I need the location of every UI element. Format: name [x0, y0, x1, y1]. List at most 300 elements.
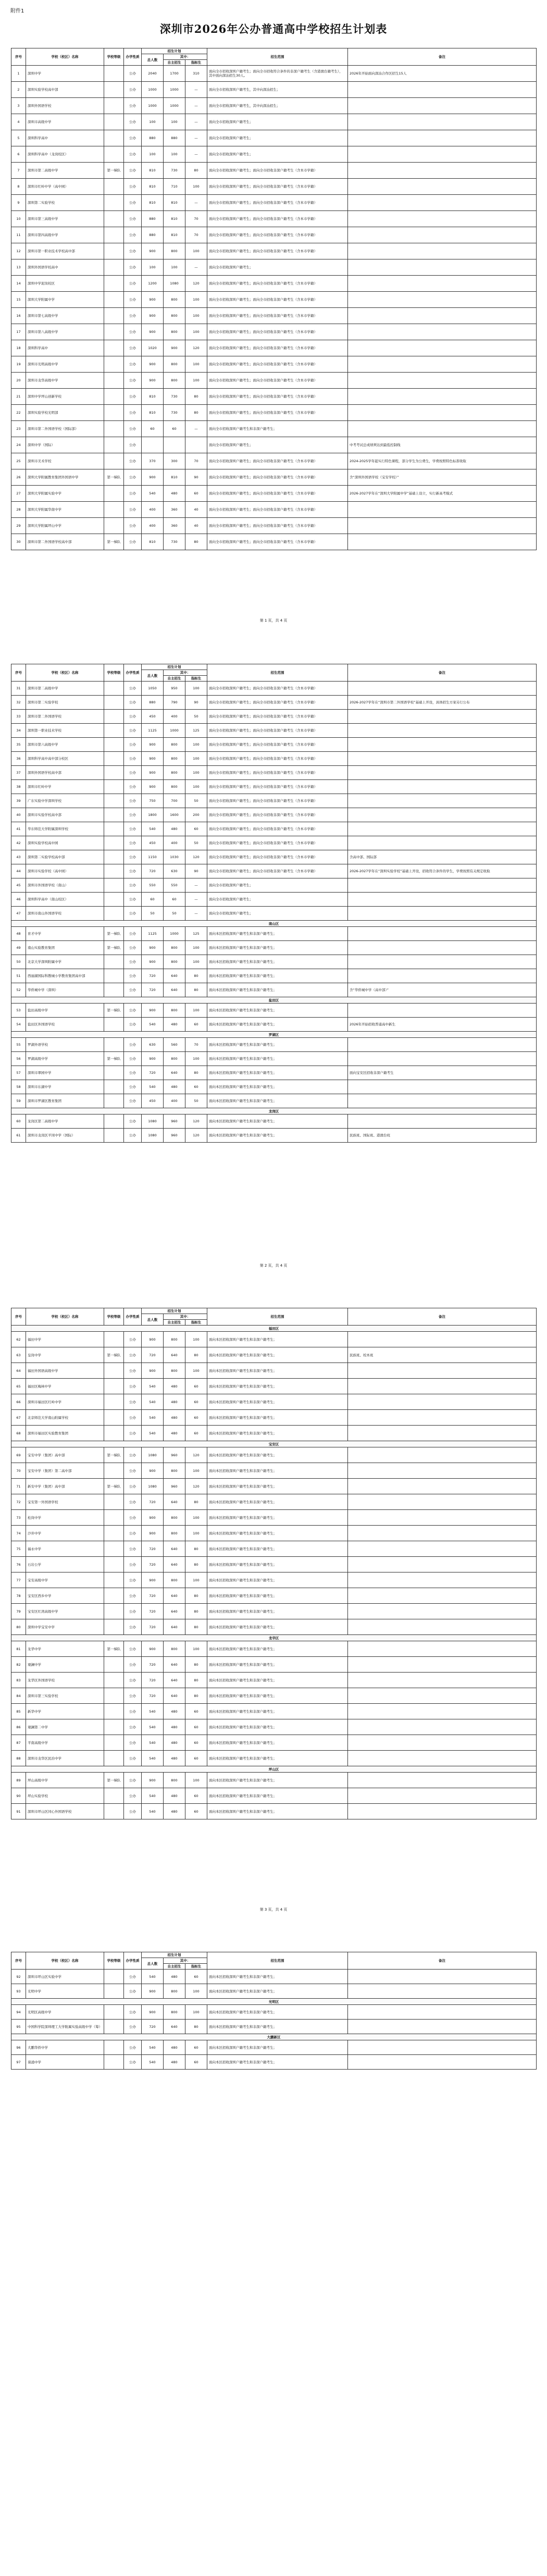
table-row	[11, 1463, 537, 1479]
school-type: 公办	[124, 211, 142, 227]
enrollment-scope: 面向全市招收深圳户籍考生；面向全市招收非深户籍考生（含本市学籍）	[207, 211, 348, 227]
total-count: 810	[142, 534, 164, 550]
table-row	[11, 2055, 537, 2070]
table-row	[11, 780, 537, 794]
school-name: 深圳市福田区红岭中学	[26, 1394, 104, 1410]
table-row	[11, 850, 537, 864]
enrollment-scope: 面向本区招收深圳户籍考生和非深户籍考生；	[207, 1094, 348, 1108]
enrollment-scope: 面向全市招收深圳户籍考生；	[207, 907, 348, 921]
self-count: 1000	[164, 98, 185, 114]
total-count: 1000	[142, 98, 164, 114]
table-row	[11, 421, 537, 437]
row-number: 23	[11, 421, 26, 437]
row-number: 31	[11, 682, 26, 696]
remark	[348, 2020, 537, 2034]
remark	[348, 893, 537, 907]
school-name: 深圳市第二实验学校	[26, 696, 104, 710]
remark	[348, 163, 537, 179]
school-level: 第一梯队	[104, 469, 124, 486]
remark	[348, 738, 537, 752]
self-count: 480	[164, 1735, 185, 1751]
school-type: 公办	[124, 1541, 142, 1557]
school-name: 龙华区外国语学校	[26, 1673, 104, 1688]
self-count: 480	[164, 1018, 185, 1032]
table-row	[11, 878, 537, 893]
header-self: 自主招生	[164, 676, 185, 682]
remark	[348, 1038, 537, 1052]
self-count: 730	[164, 389, 185, 405]
school-level	[104, 373, 124, 389]
section-row	[11, 921, 537, 927]
remark	[348, 1619, 537, 1635]
remark	[348, 259, 537, 276]
self-count: 800	[164, 752, 185, 766]
remark	[348, 1094, 537, 1108]
table-row	[11, 276, 537, 292]
school-type: 公办	[124, 2005, 142, 2020]
self-count: 810	[164, 211, 185, 227]
school-name: 深圳市第二高级中学	[26, 163, 104, 179]
section-label: 盐田区	[11, 997, 537, 1004]
school-type: 公办	[124, 696, 142, 710]
row-number: 13	[11, 259, 26, 276]
remark	[348, 1479, 537, 1494]
total-count: 2040	[142, 66, 164, 82]
school-name: 深圳第二实验学校	[26, 195, 104, 211]
quota-count: 60	[185, 2040, 207, 2055]
total-count: 1000	[142, 82, 164, 98]
quota-count: 100	[185, 941, 207, 955]
school-type: 公办	[124, 1018, 142, 1032]
school-level: 第一梯队	[104, 927, 124, 941]
header-total: 总人数	[142, 1314, 164, 1326]
row-number: 73	[11, 1510, 26, 1526]
row-number: 16	[11, 308, 26, 324]
enrollment-scope: 面向全市招收深圳户籍考生；	[207, 114, 348, 130]
table-row	[11, 1804, 537, 1819]
school-name: 深圳市高级中学	[26, 114, 104, 130]
school-level	[104, 308, 124, 324]
table-row	[11, 227, 537, 243]
header-total: 总人数	[142, 1958, 164, 1970]
school-level	[104, 1332, 124, 1347]
remark	[348, 1080, 537, 1094]
school-level	[104, 738, 124, 752]
enrollment-scope: 面向全市招收深圳户籍考生；面向全市招收非深户籍考生（含本市学籍）	[207, 710, 348, 724]
total-count: 1080	[142, 1447, 164, 1463]
table-row	[11, 2040, 537, 2055]
quota-count: 100	[185, 2005, 207, 2020]
self-count: 640	[164, 1541, 185, 1557]
quota-count: 80	[185, 969, 207, 983]
self-count: 560	[164, 1038, 185, 1052]
quota-count: 60	[185, 1394, 207, 1410]
row-number: 35	[11, 738, 26, 752]
row-number: 63	[11, 1347, 26, 1363]
school-type: 公办	[124, 1984, 142, 1999]
quota-count: 80	[185, 2020, 207, 2034]
school-type: 公办	[124, 1426, 142, 1441]
school-level	[104, 1788, 124, 1804]
quota-count: 125	[185, 927, 207, 941]
table-row	[11, 941, 537, 955]
self-count: 300	[164, 453, 185, 469]
total-count: 1050	[142, 682, 164, 696]
self-count: 950	[164, 682, 185, 696]
header-own-group: 其中：	[164, 670, 207, 676]
total-count: 720	[142, 983, 164, 997]
school-type: 公办	[124, 308, 142, 324]
school-type: 公办	[124, 179, 142, 195]
school-type: 公办	[124, 1688, 142, 1704]
self-count: 800	[164, 308, 185, 324]
school-name: 南山实验教育集团	[26, 941, 104, 955]
school-level	[104, 453, 124, 469]
section-label: 龙华区	[11, 1635, 537, 1641]
total-count: 720	[142, 864, 164, 878]
school-name: 深圳外国语学校高中	[26, 259, 104, 276]
school-type: 公办	[124, 340, 142, 356]
header-own-group: 其中：	[164, 1314, 207, 1320]
enrollment-scope: 面向本区招收深圳户籍考生和非深户籍考生；	[207, 983, 348, 997]
table-row	[11, 292, 537, 308]
quota-count: 60	[185, 1751, 207, 1766]
document-page-3	[0, 1289, 547, 1933]
quota-count: 120	[185, 340, 207, 356]
enrollment-scope: 面向全市招收深圳户籍考生；面向全市招收非深户籍考生（含本市学籍）	[207, 292, 348, 308]
school-level	[104, 421, 124, 437]
row-number: 68	[11, 1426, 26, 1441]
enrollment-scope: 面向全市招收深圳户籍考生；面向全市招收非深户籍考生（含本市学籍）	[207, 469, 348, 486]
quota-count: —	[185, 421, 207, 437]
remark: 含“华侨城中学（高中部）”	[348, 983, 537, 997]
self-count: 630	[164, 864, 185, 878]
enrollment-scope: 面向本区招收深圳户籍考生和非深户籍考生；	[207, 1804, 348, 1819]
school-type: 公办	[124, 1510, 142, 1526]
school-type: 公办	[124, 1970, 142, 1984]
quota-count: —	[185, 893, 207, 907]
table-row	[11, 1363, 537, 1379]
table-row	[11, 893, 537, 907]
row-number: 81	[11, 1641, 26, 1657]
school-type: 公办	[124, 969, 142, 983]
table-row	[11, 836, 537, 850]
school-name: 深圳市第二外国语学校	[26, 710, 104, 724]
table-row	[11, 1066, 537, 1080]
table-row	[11, 1704, 537, 1719]
school-name: 深圳市罗湖区教育集团	[26, 1094, 104, 1108]
total-count: 900	[142, 1052, 164, 1066]
school-level	[104, 2055, 124, 2070]
row-number: 72	[11, 1494, 26, 1510]
school-level	[104, 1426, 124, 1441]
row-number: 4	[11, 114, 26, 130]
table-row	[11, 469, 537, 486]
self-count: 640	[164, 1347, 185, 1363]
header-own-group: 其中：	[164, 1958, 207, 1964]
enrollment-scope: 面向本区招收深圳户籍考生和非深户籍考生；	[207, 1426, 348, 1441]
remark	[348, 1735, 537, 1751]
self-count: 480	[164, 1970, 185, 1984]
self-count: 800	[164, 1332, 185, 1347]
enrollment-scope: 面向全市招收深圳户籍考生；面向全市招收非深户籍考生（含本市学籍）	[207, 682, 348, 696]
enrollment-scope: 面向全市招收深圳户籍考生；面向全市招收非深户籍考生（含本市学籍）	[207, 340, 348, 356]
school-name: 龙华中学	[26, 1641, 104, 1657]
school-name: 深圳市第四高级中学	[26, 227, 104, 243]
enrollment-scope: 面向全市招收深圳户籍考生；面向全市招收非深户籍考生（含本市学籍）	[207, 696, 348, 710]
row-number: 89	[11, 1773, 26, 1788]
school-level	[104, 1719, 124, 1735]
self-count: 730	[164, 163, 185, 179]
self-count: 810	[164, 227, 185, 243]
table-row	[11, 1526, 537, 1541]
remark	[348, 766, 537, 780]
school-name: 深圳大学附属坪山中学	[26, 518, 104, 534]
school-level	[104, 2005, 124, 2020]
table-row	[11, 146, 537, 163]
total-count: 720	[142, 1588, 164, 1604]
enrollment-scope: 面向本区招收深圳户籍考生和非深户籍考生；	[207, 1773, 348, 1788]
school-level	[104, 1970, 124, 1984]
total-count: 100	[142, 259, 164, 276]
self-count: 900	[164, 340, 185, 356]
table-row	[11, 1719, 537, 1735]
document-page-4	[0, 1933, 547, 2576]
table-row	[11, 1004, 537, 1018]
total-count: 900	[142, 308, 164, 324]
header-self: 自主招生	[164, 1320, 185, 1326]
table-row	[11, 1541, 537, 1557]
section-label: 罗湖区	[11, 1032, 537, 1038]
quota-count: 120	[185, 1114, 207, 1129]
self-count: 100	[164, 114, 185, 130]
total-count: 370	[142, 453, 164, 469]
remark	[348, 502, 537, 518]
total-count: 540	[142, 1751, 164, 1766]
table-row	[11, 1394, 537, 1410]
total-count: 720	[142, 1494, 164, 1510]
school-name: 福田外国语高级中学	[26, 1363, 104, 1379]
remark	[348, 356, 537, 373]
enrollment-scope: 面向全市招收深圳户籍考生；面向全市招收非深户籍考生（含本市学籍）	[207, 794, 348, 808]
self-count: 640	[164, 2020, 185, 2034]
self-count: 800	[164, 766, 185, 780]
table-row	[11, 1572, 537, 1588]
total-count: 1080	[142, 1129, 164, 1143]
section-row	[11, 1635, 537, 1641]
total-count: 900	[142, 752, 164, 766]
enrollment-scope: 面向全市招收深圳户籍考生；	[207, 878, 348, 893]
enrollment-scope: 面向全市招收深圳户籍考生；面向全市招收非深户籍考生（含本市学籍）	[207, 324, 348, 340]
school-name: 深圳第二实验学校高中部	[26, 850, 104, 864]
total-count: 720	[142, 1688, 164, 1704]
row-number: 56	[11, 1052, 26, 1066]
school-level	[104, 878, 124, 893]
row-number: 84	[11, 1688, 26, 1704]
enrollment-scope: 面向全市招收深圳户籍考生；面向全市招收非深户籍考生（含本市学籍）	[207, 850, 348, 864]
remark	[348, 1788, 537, 1804]
school-type: 公办	[124, 227, 142, 243]
self-count: 800	[164, 373, 185, 389]
school-level: 第一梯队	[104, 1004, 124, 1018]
remark: 中考考试总成绩须达到最低控制线	[348, 437, 537, 453]
table-row	[11, 1347, 537, 1363]
table-row	[11, 486, 537, 502]
school-name: 深圳大学附属教育集团外国语中学	[26, 469, 104, 486]
remark	[348, 146, 537, 163]
remark	[348, 1052, 537, 1066]
header-type: 办学性质	[124, 664, 142, 682]
table-row	[11, 1080, 537, 1094]
self-count: 480	[164, 1788, 185, 1804]
school-name: 深圳市实验学校（高中园）	[26, 864, 104, 878]
school-name: 深圳大学附属中学	[26, 292, 104, 308]
row-number: 93	[11, 1984, 26, 1999]
row-number: 80	[11, 1619, 26, 1635]
row-number: 37	[11, 766, 26, 780]
school-name: 盐田高级中学	[26, 1004, 104, 1018]
quota-count: 60	[185, 822, 207, 836]
school-type: 公办	[124, 163, 142, 179]
table-row	[11, 2020, 537, 2034]
school-type: 公办	[124, 1572, 142, 1588]
enrollment-scope: 面向全市招收深圳户籍考生；面向全市招收非深户籍考生（含本市学籍）	[207, 243, 348, 259]
school-name: 深圳中学（国际）	[26, 437, 104, 453]
school-type: 公办	[124, 1588, 142, 1604]
remark	[348, 1426, 537, 1441]
total-count: 540	[142, 2040, 164, 2055]
remark	[348, 2040, 537, 2055]
school-level: 第一梯队	[104, 163, 124, 179]
total-count: 900	[142, 1363, 164, 1379]
enrollment-scope: 面向本区招收深圳户籍考生和非深户籍考生；	[207, 1447, 348, 1463]
total-count: 450	[142, 836, 164, 850]
section-row	[11, 997, 537, 1004]
row-number: 9	[11, 195, 26, 211]
table-row	[11, 955, 537, 969]
remark	[348, 114, 537, 130]
row-number: 20	[11, 373, 26, 389]
quota-count: 100	[185, 1773, 207, 1788]
table-row	[11, 696, 537, 710]
table-row	[11, 98, 537, 114]
quota-count: 90	[185, 469, 207, 486]
school-level	[104, 98, 124, 114]
row-number: 92	[11, 1970, 26, 1984]
school-level	[104, 1735, 124, 1751]
total-count: 900	[142, 1332, 164, 1347]
row-number: 43	[11, 850, 26, 864]
total-count: 900	[142, 469, 164, 486]
enrollment-scope: 面向本区招收深圳户籍考生和非深户籍考生；	[207, 1688, 348, 1704]
school-level	[104, 502, 124, 518]
school-type: 公办	[124, 1004, 142, 1018]
total-count: 450	[142, 710, 164, 724]
school-name: 松岗中学	[26, 1510, 104, 1526]
total-count: 880	[142, 211, 164, 227]
table-row	[11, 1129, 537, 1143]
enrollment-scope: 面向本区招收深圳户籍考生和非深户籍考生；	[207, 941, 348, 955]
remark	[348, 211, 537, 227]
row-number: 86	[11, 1719, 26, 1735]
remark: 面向宝安区招收非深户籍考生	[348, 1066, 537, 1080]
school-level: 第一梯队	[104, 1479, 124, 1494]
self-count: 640	[164, 1673, 185, 1688]
self-count: 60	[164, 893, 185, 907]
school-level	[104, 340, 124, 356]
header-self: 自主招生	[164, 60, 185, 66]
school-name: 深圳市东湖中学	[26, 1080, 104, 1094]
total-count: 900	[142, 1510, 164, 1526]
self-count: 960	[164, 1114, 185, 1129]
header-total: 总人数	[142, 54, 164, 66]
self-count: 710	[164, 179, 185, 195]
quota-count: 80	[185, 405, 207, 421]
total-count: 880	[142, 130, 164, 146]
row-number: 28	[11, 502, 26, 518]
quota-count: 100	[185, 373, 207, 389]
total-count: 540	[142, 1080, 164, 1094]
school-name: 深圳外国语学校高中部	[26, 766, 104, 780]
quota-count: 70	[185, 1038, 207, 1052]
enrollment-scope: 面向本区招收深圳户籍考生和非深户籍考生；	[207, 1038, 348, 1052]
enrollment-scope: 面向全市招收深圳户籍考生；面向全市招收非深户籍考生（含本市学籍）	[207, 405, 348, 421]
school-level	[104, 983, 124, 997]
school-type: 公办	[124, 878, 142, 893]
school-type: 公办	[124, 1347, 142, 1363]
school-type: 公办	[124, 682, 142, 696]
school-type: 公办	[124, 1657, 142, 1673]
school-type: 公办	[124, 98, 142, 114]
school-level	[104, 682, 124, 696]
school-name: 深圳实验学校高中部	[26, 82, 104, 98]
quota-count: 100	[185, 324, 207, 340]
row-number: 55	[11, 1038, 26, 1052]
school-type: 公办	[124, 292, 142, 308]
total-count: 720	[142, 1657, 164, 1673]
school-name: 北京大学深圳附属中学	[26, 955, 104, 969]
row-number: 58	[11, 1080, 26, 1094]
school-level	[104, 389, 124, 405]
row-number: 32	[11, 696, 26, 710]
enrollment-scope: 面向本区招收深圳户籍考生和非深户籍考生；	[207, 1557, 348, 1572]
enrollment-scope: 面向全市招收深圳户籍考生和非深户籍考生；	[207, 421, 348, 437]
row-number: 82	[11, 1657, 26, 1673]
school-level	[104, 794, 124, 808]
self-count: 640	[164, 1688, 185, 1704]
row-number: 18	[11, 340, 26, 356]
school-type: 公办	[124, 955, 142, 969]
remark	[348, 1394, 537, 1410]
self-count: 800	[164, 1052, 185, 1066]
quota-count: —	[185, 98, 207, 114]
total-count: 900	[142, 1463, 164, 1479]
remark	[348, 1984, 537, 1999]
self-count: 810	[164, 469, 185, 486]
table-row	[11, 864, 537, 878]
school-level	[104, 752, 124, 766]
school-name: 深圳市外国语学校（南山）	[26, 878, 104, 893]
header-level: 学校等级	[104, 48, 124, 66]
table-row	[11, 1657, 537, 1673]
enrollment-scope: 面向全市招收深圳户籍考生；面向全市招收非深户籍考生（含本市学籍）	[207, 822, 348, 836]
enrollment-scope: 面向本区招收深圳户籍考生和非深户籍考生；	[207, 1619, 348, 1635]
school-level	[104, 2040, 124, 2055]
remark	[348, 195, 537, 211]
remark	[348, 1970, 537, 1984]
total-count: 900	[142, 955, 164, 969]
school-type: 公办	[124, 82, 142, 98]
